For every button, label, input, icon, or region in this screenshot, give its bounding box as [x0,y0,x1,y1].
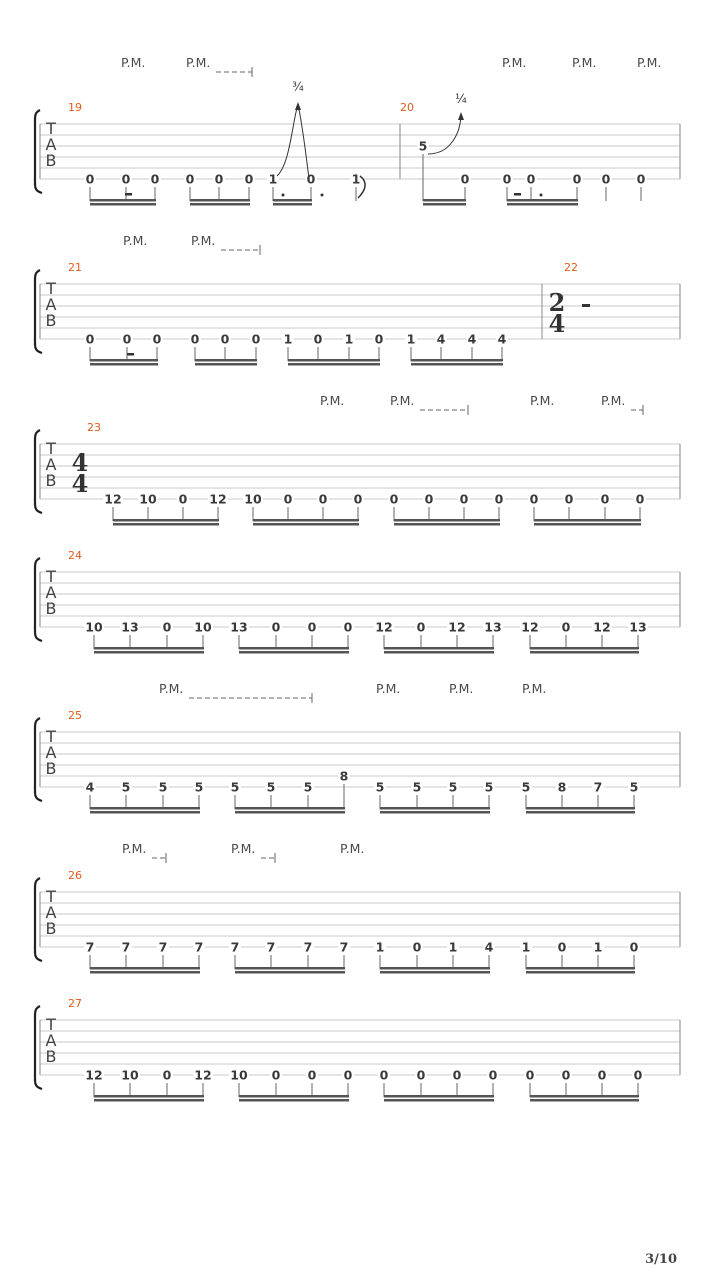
bend-arrowhead [295,102,301,110]
fret-number: 0 [178,491,188,507]
beam [195,363,257,366]
beam [90,967,200,970]
beam [94,647,204,650]
beam [273,203,312,206]
fret-number: 0 [494,491,504,507]
beam [94,1099,204,1102]
beam [530,647,639,650]
tab-clef-letter: A [45,1031,57,1050]
tab-clef-letter: A [45,135,57,154]
fret-number: 0 [307,619,317,635]
palm-mute-label: P.M. [522,681,547,696]
fret-number: 4 [436,331,446,347]
rest-mark [127,353,134,356]
tab-clef-letter: T [46,439,56,458]
time-signature-top: 2 [548,288,566,317]
palm-mute-label: P.M. [637,55,662,70]
tab-clef-letter: A [45,455,57,474]
tab-clef-letter: B [45,919,57,938]
system-bracket [35,110,42,193]
system-bracket [35,878,42,961]
fret-number: 0 [220,331,230,347]
fret-number: 1 [448,939,458,955]
fret-number: 0 [122,331,132,347]
beam [534,523,641,526]
fret-number: 0 [561,1067,571,1083]
beam [235,811,345,814]
tab-clef-letter: A [45,295,57,314]
bar-number: 25 [68,709,82,722]
beam [384,651,494,654]
fret-number: 0 [379,1067,389,1083]
tab-clef-letter: B [45,599,57,618]
fret-number: 0 [488,1067,498,1083]
palm-mute-label: P.M. [231,841,256,856]
beam [380,971,490,974]
fret-number: 0 [635,491,645,507]
fret-number: 12 [521,619,539,635]
dotted-rhythm [321,194,324,197]
fret-number: 0 [526,171,536,187]
fret-number: 0 [564,491,574,507]
beam [113,519,219,522]
beam [394,519,500,522]
fret-number: 12 [593,619,611,635]
system-bracket [35,558,42,641]
fret-number: 5 [521,779,531,795]
fret-number: 0 [313,331,323,347]
fret-number: 0 [244,171,254,187]
beam [526,811,635,814]
beam [384,1095,494,1098]
fret-number: 0 [343,1067,353,1083]
beam [380,967,490,970]
fret-number: 5 [303,779,313,795]
tab-clef-letter: T [46,567,56,586]
bar-number: 27 [68,997,82,1010]
fret-number: 12 [375,619,393,635]
bar-number: 19 [68,101,82,114]
palm-mute-label: P.M. [376,681,401,696]
beam [90,971,200,974]
fret-number: 8 [339,768,349,784]
beam [530,1095,639,1098]
fret-number: 4 [497,331,507,347]
fret-number: 4 [85,779,95,795]
fret-number: 0 [412,939,422,955]
tab-clef-letter: A [45,903,57,922]
palm-mute-label: P.M. [186,55,211,70]
tab-clef-letter: B [45,151,57,170]
palm-mute-label: P.M. [502,55,527,70]
beam [235,971,345,974]
fret-number: 10 [121,1067,139,1083]
beam [195,359,257,362]
fret-number: 0 [306,171,316,187]
fret-number: 7 [121,939,131,955]
beam [94,651,204,654]
fret-number: 5 [448,779,458,795]
fret-number: 5 [629,779,639,795]
fret-number: 1 [344,331,354,347]
beam [526,971,635,974]
fret-number: 5 [484,779,494,795]
fret-number: 0 [307,1067,317,1083]
palm-mute-label: P.M. [123,233,148,248]
tab-clef-letter: T [46,119,56,138]
system-bracket [35,718,42,801]
fret-number: 7 [194,939,204,955]
bar-number: 20 [400,101,414,114]
fret-number: 0 [557,939,567,955]
fret-number: 5 [375,779,385,795]
beam [273,199,312,202]
fret-number: 7 [158,939,168,955]
bar-number: 24 [68,549,82,562]
beam [190,199,250,202]
fret-number: 0 [318,491,328,507]
beam [90,811,200,814]
beam [411,363,503,366]
fret-number: 1 [593,939,603,955]
palm-mute-label: P.M. [159,681,184,696]
dotted-rhythm [282,194,285,197]
beam [530,651,639,654]
fret-number: 0 [416,1067,426,1083]
fret-number: 0 [121,171,131,187]
fret-number: 10 [194,619,212,635]
fret-number: 10 [85,619,103,635]
dotted-rhythm [540,194,543,197]
palm-mute-label: P.M. [449,681,474,696]
beam [90,359,158,362]
whole-rest [582,304,590,307]
fret-number: 0 [162,619,172,635]
fret-number: 13 [629,619,647,635]
fret-number: 5 [412,779,422,795]
bend-curve [277,104,298,176]
beam [90,203,156,206]
fret-number: 5 [158,779,168,795]
fret-number: 0 [525,1067,535,1083]
fret-number: 5 [230,779,240,795]
fret-number: 0 [529,491,539,507]
tab-clef-letter: T [46,887,56,906]
fret-number: 0 [343,619,353,635]
fret-number: 0 [85,331,95,347]
fret-number: 4 [467,331,477,347]
tab-clef-letter: T [46,279,56,298]
beam [534,519,641,522]
fret-number: 7 [85,939,95,955]
fret-number: 1 [521,939,531,955]
fret-number: 10 [244,491,262,507]
fret-number: 12 [104,491,122,507]
fret-number: 0 [452,1067,462,1083]
beam [394,523,500,526]
fret-number: 0 [389,491,399,507]
fret-number: 0 [416,619,426,635]
fret-number: 0 [633,1067,643,1083]
system-bracket [35,430,42,513]
fret-number: 13 [484,619,502,635]
beam [94,1095,204,1098]
rest-mark [125,193,132,196]
fret-number: 0 [353,491,363,507]
beam [90,807,200,810]
fret-number: 0 [251,331,261,347]
beam [526,967,635,970]
fret-number: 0 [629,939,639,955]
fret-number: 0 [502,171,512,187]
beam [507,203,578,206]
palm-mute-label: P.M. [572,55,597,70]
tab-clef-letter: B [45,1047,57,1066]
system-bracket [35,270,42,353]
fret-number: 1 [375,939,385,955]
fret-number: 0 [459,491,469,507]
fret-number: 10 [139,491,157,507]
fret-number: 7 [266,939,276,955]
fret-number: 7 [303,939,313,955]
fret-number: 4 [484,939,494,955]
palm-mute-label: P.M. [390,393,415,408]
fret-number: 0 [424,491,434,507]
fret-number: 0 [636,171,646,187]
fret-number: 0 [283,491,293,507]
bar-number: 23 [87,421,101,434]
bar-number: 22 [564,261,578,274]
fret-number: 13 [121,619,139,635]
fret-number: 0 [460,171,470,187]
time-signature-bottom: 4 [548,309,566,338]
beam [411,359,503,362]
fret-number: 12 [209,491,227,507]
beam [113,523,219,526]
rest-mark [514,193,521,196]
tab-clef-letter: A [45,743,57,762]
fret-number: 0 [190,331,200,347]
beam [239,647,349,650]
fret-number: 0 [597,1067,607,1083]
palm-mute-label: P.M. [191,233,216,248]
fret-number: 0 [152,331,162,347]
tab-clef-letter: B [45,311,57,330]
beam [380,807,490,810]
fret-number: 8 [557,779,567,795]
tab-clef-letter: B [45,471,57,490]
bend-amount: ¾ [292,80,304,94]
beam [384,1099,494,1102]
fret-number: 7 [339,939,349,955]
beam [380,811,490,814]
beam [239,651,349,654]
fret-number: 0 [271,1067,281,1083]
time-signature-top: 4 [71,448,89,477]
system-bracket [35,1006,42,1089]
bend-arrowhead [458,112,464,120]
beam [235,967,345,970]
fret-number: 13 [230,619,248,635]
time-signature-bottom: 4 [71,469,89,498]
beam [526,807,635,810]
fret-number: 0 [374,331,384,347]
fret-number: 0 [185,171,195,187]
beam [190,203,250,206]
palm-mute-label: P.M. [320,393,345,408]
fret-number: 10 [230,1067,248,1083]
beam [239,1095,349,1098]
tab-clef-letter: B [45,759,57,778]
tab-clef-letter: A [45,583,57,602]
fret-number: 0 [561,619,571,635]
fret-number: 0 [162,1067,172,1083]
beam [235,807,345,810]
fret-number: 0 [85,171,95,187]
fret-number: 1 [351,171,361,187]
beam [90,199,156,202]
palm-mute-label: P.M. [340,841,365,856]
fret-number: 7 [230,939,240,955]
page-number: 3/10 [645,1252,677,1267]
fret-number: 1 [268,171,278,187]
fret-number: 7 [593,779,603,795]
beam [423,199,466,202]
fret-number: 0 [601,171,611,187]
palm-mute-label: P.M. [122,841,147,856]
beam [253,523,359,526]
bar-number: 21 [68,261,82,274]
fret-number: 1 [406,331,416,347]
fret-number: 1 [283,331,293,347]
fret-number: 0 [150,171,160,187]
fret-number: 12 [85,1067,103,1083]
fret-number: 5 [418,138,428,154]
palm-mute-label: P.M. [121,55,146,70]
beam [530,1099,639,1102]
beam [90,363,158,366]
beam [423,203,466,206]
palm-mute-label: P.M. [530,393,555,408]
fret-number: 5 [121,779,131,795]
beam [288,363,380,366]
bend-amount: ¼ [455,92,467,106]
fret-number: 12 [194,1067,212,1083]
fret-number: 12 [448,619,466,635]
palm-mute-label: P.M. [601,393,626,408]
beam [239,1099,349,1102]
fret-number: 5 [194,779,204,795]
beam [507,199,578,202]
beam [288,359,380,362]
fret-number: 0 [271,619,281,635]
bar-number: 26 [68,869,82,882]
beam [253,519,359,522]
fret-number: 0 [600,491,610,507]
fret-number: 0 [214,171,224,187]
tab-clef-letter: T [46,727,56,746]
fret-number: 5 [266,779,276,795]
fret-number: 0 [572,171,582,187]
beam [384,647,494,650]
tab-clef-letter: T [46,1015,56,1034]
